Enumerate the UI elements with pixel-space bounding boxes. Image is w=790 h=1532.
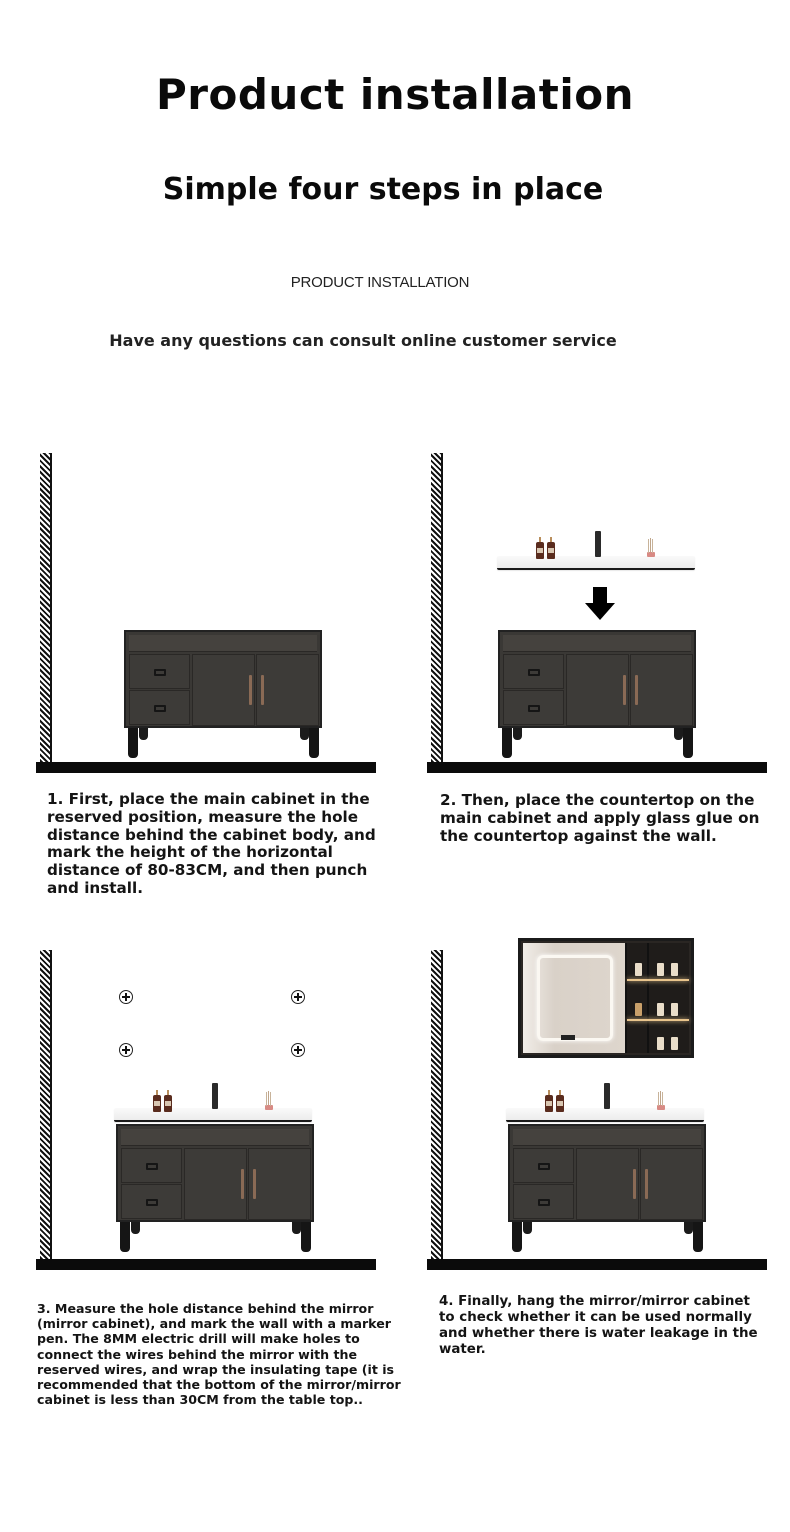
faucet-icon bbox=[604, 1083, 610, 1109]
soap-bottle-icon bbox=[545, 1095, 553, 1112]
floor-line bbox=[427, 762, 767, 773]
hatched-wall-icon bbox=[40, 453, 52, 773]
cabinet-leg bbox=[674, 728, 683, 740]
drawer bbox=[129, 690, 190, 725]
drawer-pull-icon bbox=[528, 669, 540, 676]
cabinet-leg bbox=[523, 1222, 532, 1234]
bottle-icon bbox=[635, 963, 642, 976]
step-2-illustration bbox=[427, 453, 772, 773]
step-4-illustration bbox=[427, 950, 772, 1270]
drawer bbox=[503, 690, 564, 725]
crosshair-plus-icon bbox=[291, 1043, 305, 1057]
door-handle-icon bbox=[623, 675, 626, 705]
cabinet-leg bbox=[502, 728, 512, 758]
digital-clock-icon bbox=[561, 1035, 575, 1040]
mirror-glass bbox=[523, 943, 627, 1053]
hatched-wall-icon bbox=[431, 950, 443, 1270]
crosshair-plus-icon bbox=[119, 1043, 133, 1057]
drawer bbox=[121, 1148, 182, 1183]
door-handle-icon bbox=[633, 1169, 636, 1199]
bottle-icon bbox=[657, 963, 664, 976]
drawer bbox=[513, 1184, 574, 1219]
soap-bottle-icon bbox=[556, 1095, 564, 1112]
bottle-icon bbox=[657, 1037, 664, 1050]
cabinet-leg bbox=[684, 1222, 693, 1234]
door-handle-icon bbox=[253, 1169, 256, 1199]
main-cabinet bbox=[124, 630, 322, 728]
countertop bbox=[114, 1108, 312, 1122]
step-3-illustration bbox=[36, 950, 381, 1270]
soap-bottle-icon bbox=[164, 1095, 172, 1112]
diffuser-icon bbox=[647, 552, 655, 557]
drawer-pull-icon bbox=[154, 669, 166, 676]
floor-line bbox=[36, 762, 376, 773]
cabinet-leg bbox=[513, 728, 522, 740]
open-shelves bbox=[625, 943, 689, 1053]
cabinet-door bbox=[566, 654, 629, 726]
drawer bbox=[121, 1184, 182, 1219]
drawer-pull-icon bbox=[528, 705, 540, 712]
page-title: Product installation bbox=[156, 70, 634, 119]
crosshair-plus-icon bbox=[291, 990, 305, 1004]
cabinet-door bbox=[576, 1148, 639, 1220]
drawer-pull-icon bbox=[538, 1163, 550, 1170]
bottle-icon bbox=[657, 1003, 664, 1016]
cabinet-door bbox=[248, 1148, 311, 1220]
drawer-pull-icon bbox=[146, 1163, 158, 1170]
countertop bbox=[506, 1108, 704, 1122]
down-arrow-icon bbox=[585, 587, 615, 621]
bottle-icon bbox=[671, 963, 678, 976]
step-4-text: 4. Finally, hang the mirror/mirror cabinet to check whether it can be used normally and whether there is water leakage in the water. bbox=[439, 1294, 758, 1357]
cabinet-leg bbox=[309, 728, 319, 758]
cabinet-leg bbox=[292, 1222, 301, 1234]
drawer bbox=[503, 654, 564, 689]
cabinet-leg bbox=[139, 728, 148, 740]
cabinet-door bbox=[640, 1148, 703, 1220]
drawer bbox=[513, 1148, 574, 1183]
soap-bottle-icon bbox=[536, 542, 544, 559]
floor-line bbox=[36, 1259, 376, 1270]
cabinet-leg bbox=[683, 728, 693, 758]
led-frame bbox=[537, 955, 613, 1041]
door-handle-icon bbox=[635, 675, 638, 705]
step-1-text: 1. First, place the main cabinet in the reserved position, measure the hole distance behind the cabinet body, and mark the height of the horizontal distance of 80-83CM, and then punch and install. bbox=[47, 790, 376, 897]
diffuser-icon bbox=[657, 1105, 665, 1110]
cabinet-door bbox=[256, 654, 319, 726]
countertop bbox=[497, 556, 695, 570]
cabinet-leg bbox=[128, 728, 138, 758]
diffuser-icon bbox=[265, 1105, 273, 1110]
drawer-pull-icon bbox=[146, 1199, 158, 1206]
section-caps-label: PRODUCT INSTALLATION bbox=[290, 274, 470, 291]
door-handle-icon bbox=[645, 1169, 648, 1199]
cabinet-door bbox=[630, 654, 693, 726]
mirror-cabinet bbox=[518, 938, 694, 1058]
cabinet-leg bbox=[301, 1222, 311, 1252]
step-3-text: 3. Measure the hole distance behind the mirror (mirror cabinet), and mark the wall with a marker pen. The 8MM electric drill will make holes to connect the wires behind the mirror with the reserved wires, and wrap the insulating tape (it is recommended that the bottom of the mirror/mirror cabinet is less than 30CM from the table top.. bbox=[37, 1301, 401, 1408]
cabinet-door bbox=[184, 1148, 247, 1220]
cabinet-leg bbox=[693, 1222, 703, 1252]
crosshair-plus-icon bbox=[119, 990, 133, 1004]
cabinet-leg bbox=[120, 1222, 130, 1252]
bottle-icon bbox=[635, 1003, 642, 1016]
drawer bbox=[129, 654, 190, 689]
cabinet-door bbox=[192, 654, 255, 726]
step-2-text: 2. Then, place the countertop on the main cabinet and apply glass glue on the countertop against the wall. bbox=[440, 791, 760, 845]
main-cabinet bbox=[508, 1124, 706, 1222]
faucet-icon bbox=[212, 1083, 218, 1109]
soap-bottle-icon bbox=[153, 1095, 161, 1112]
main-cabinet bbox=[498, 630, 696, 728]
cabinet-leg bbox=[131, 1222, 140, 1234]
door-handle-icon bbox=[249, 675, 252, 705]
cabinet-leg bbox=[300, 728, 309, 740]
hatched-wall-icon bbox=[431, 453, 443, 773]
main-cabinet bbox=[116, 1124, 314, 1222]
cabinet-leg bbox=[512, 1222, 522, 1252]
consult-note: Have any questions can consult online customer service bbox=[109, 331, 617, 350]
door-handle-icon bbox=[241, 1169, 244, 1199]
step-1-illustration bbox=[36, 453, 381, 773]
hatched-wall-icon bbox=[40, 950, 52, 1270]
door-handle-icon bbox=[261, 675, 264, 705]
drawer-pull-icon bbox=[154, 705, 166, 712]
soap-bottle-icon bbox=[547, 542, 555, 559]
floor-line bbox=[427, 1259, 767, 1270]
bottle-icon bbox=[671, 1003, 678, 1016]
bottle-icon bbox=[671, 1037, 678, 1050]
page-subtitle: Simple four steps in place bbox=[162, 172, 604, 207]
drawer-pull-icon bbox=[538, 1199, 550, 1206]
faucet-icon bbox=[595, 531, 601, 557]
